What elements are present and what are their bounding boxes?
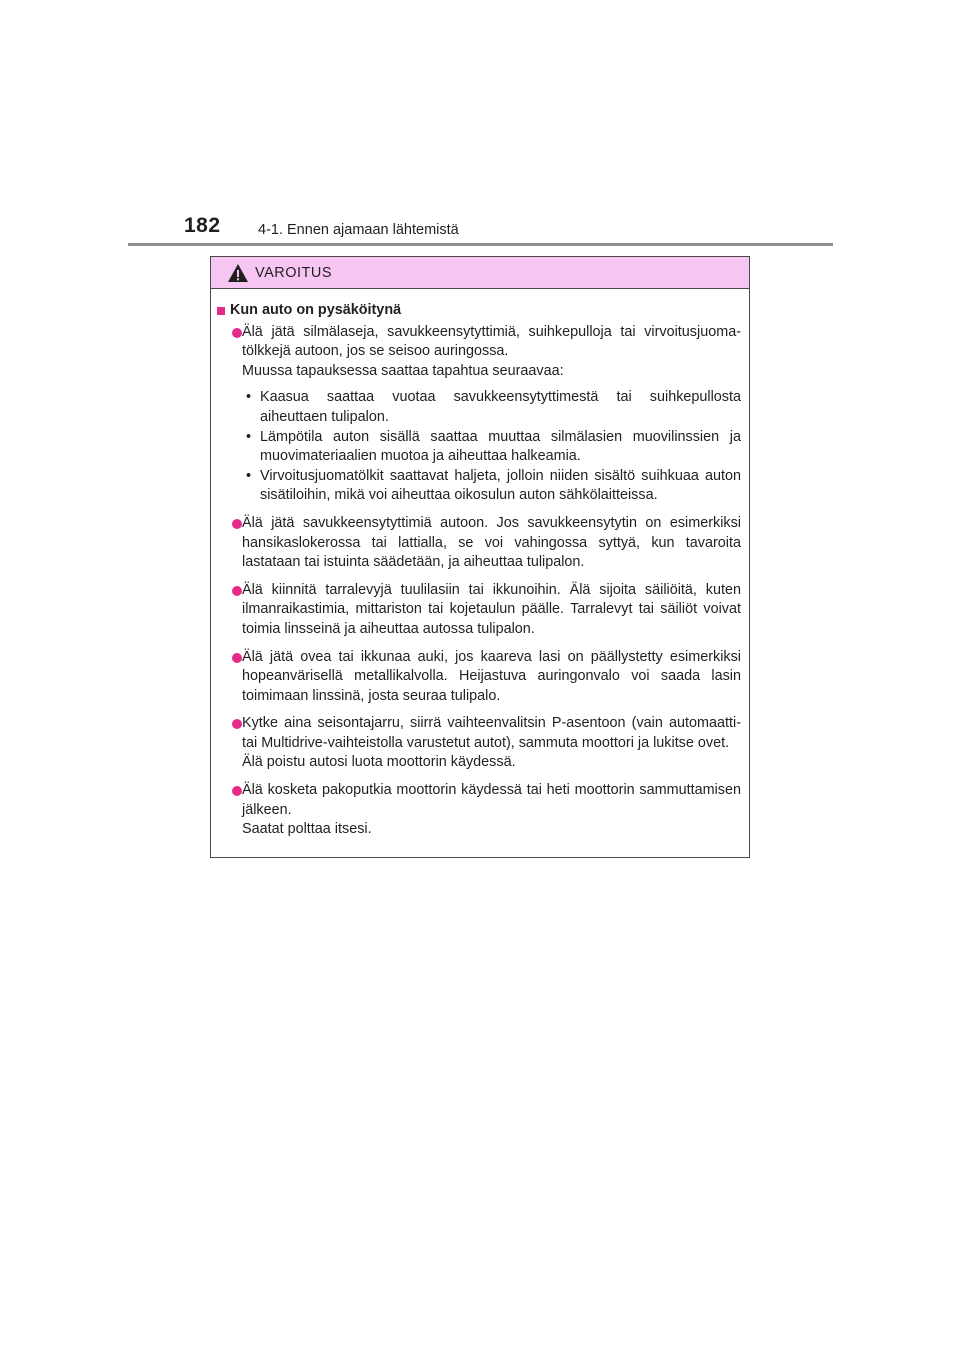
subheading-text: Kun auto on pysäköitynä bbox=[230, 302, 402, 318]
header-rule bbox=[128, 243, 833, 246]
circle-bullet-icon bbox=[232, 786, 242, 796]
warning-item-2 bbox=[217, 514, 741, 573]
sub-list-text: Virvoitusjuomatölkit saattavat haljeta, jolloin niiden sisältö suihkuaa auton sisätiloihin, mikä voi aiheuttaa oikosulun auton sähkölaitteissa. bbox=[260, 467, 741, 504]
sub-list-item bbox=[246, 388, 741, 427]
warning-triangle-icon bbox=[227, 263, 249, 283]
circle-bullet-icon bbox=[232, 586, 242, 596]
circle-bullet-icon bbox=[232, 653, 242, 663]
subheading bbox=[217, 301, 741, 321]
sub-list bbox=[242, 388, 741, 506]
page-number: 182 bbox=[184, 214, 221, 237]
warning-box bbox=[210, 256, 750, 858]
warning-item-6 bbox=[217, 781, 741, 840]
sub-list-item bbox=[246, 467, 741, 506]
item-paragraph: Muussa tapauksessa saattaa tapahtua seuraavaa: bbox=[242, 362, 564, 379]
sub-list-text: Kaasua saattaa vuotaa savukkeensytyttimestä tai suihkepullosta aiheuttaen tulipalon. bbox=[260, 389, 741, 425]
sub-list-text: Lämpötila auton sisällä saattaa muuttaa silmälasien muovilinssien ja muovimateriaalien muotoa ja aiheuttaa halkeamia. bbox=[260, 428, 741, 465]
dot-bullet-icon: • bbox=[246, 428, 252, 445]
warning-body bbox=[211, 289, 749, 840]
circle-bullet-icon bbox=[232, 519, 242, 529]
warning-item-1 bbox=[217, 323, 741, 506]
square-bullet-icon bbox=[217, 307, 225, 315]
item-paragraph: Älä kosketa pakoputkia moottorin käydessä tai heti moottorin sammuttamisen jälkeen. bbox=[242, 782, 741, 818]
item-paragraph: Älä kiinnitä tarralevyjä tuulilasiin tai ikkunoihin. Älä sijoita säiliöitä, kuten ilmanraikastimia, mittariston tai kojetaulun päälle. Tarralevyt tai säiliöt voivat toimia linsseinä ja aiheuttaa autossa tulipalon. bbox=[242, 581, 741, 637]
section-title: 4-1. Ennen ajamaan lähtemistä bbox=[258, 222, 459, 238]
warning-item-3 bbox=[217, 581, 741, 640]
dot-bullet-icon: • bbox=[246, 467, 252, 484]
item-paragraph: Älä jätä ovea tai ikkunaa auki, jos kaareva lasi on päällystetty esimerkiksi hopeanvärisellä metallikalvolla. Heijastuva auringonvalo voi saada lasin toimimaan linssinä, josta seuraa tulipalo. bbox=[242, 648, 741, 704]
warning-item-5 bbox=[217, 714, 741, 773]
circle-bullet-icon bbox=[232, 328, 242, 338]
sub-list-item bbox=[246, 428, 741, 467]
item-paragraph: Älä jätä savukkeensytyttimiä autoon. Jos savukkeensytytin on esimerkiksi hansikaslokerossa tai lattialla, se voi vahingossa syttyä, kun tavaroita lastataan tai istuinta säädetään, ja aiheuttaa tulipalon. bbox=[242, 514, 741, 571]
warning-header bbox=[211, 257, 749, 289]
warning-item-4 bbox=[217, 648, 741, 707]
item-paragraph: Kytke aina seisontajarru, siirrä vaihteenvalitsin P-asentoon (vain automaatti- tai Multidrive-vaihteistolla varustetut autot), sammuta moottori ja lukitse ovet. bbox=[242, 715, 741, 751]
warning-title: VAROITUS bbox=[255, 264, 333, 281]
item-paragraph: Saatat polttaa itsesi. bbox=[242, 821, 372, 838]
item-paragraph: Älä jätä silmälaseja, savukkeensytyttimiä, suihkepulloja tai virvoitusjuoma-tölkkejä autoon, jos se seisoo auringossa. bbox=[242, 323, 741, 360]
dot-bullet-icon: • bbox=[246, 389, 252, 406]
circle-bullet-icon bbox=[232, 719, 242, 729]
item-paragraph: Älä poistu autosi luota moottorin käydessä. bbox=[242, 754, 516, 771]
